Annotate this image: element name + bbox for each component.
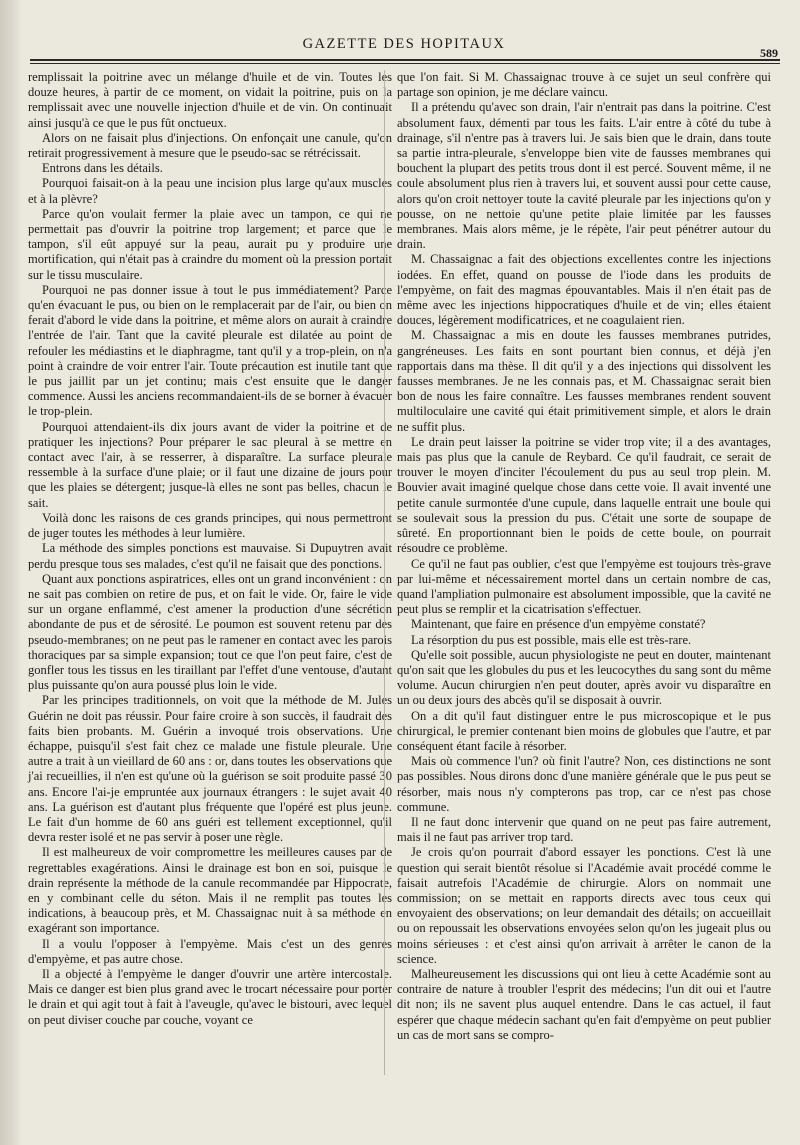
paragraph: Il ne faut donc intervenir que quand on ne peut pas faire autrement, mais il ne faut pas arriver trop tard. — [397, 814, 771, 845]
paragraph: que l'on fait. Si M. Chassaignac trouve à ce sujet un seul confrère qui partage son opinion, je me déclare vaincu. — [397, 70, 771, 100]
paragraph: Il a prétendu qu'avec son drain, l'air n'entrait pas dans la poitrine. C'est absolument faux, démenti par tous les faits. L'air entre à côté du tube à drainage, s'il n'entre pas à travers lui. Je sais bien que le drain, dans toute sa partie intra-pleurale, s'enveloppe bien vite de fausses membranes qui bouchent la plupart des petits trous dont il est percé. Souvent même, il ne coule absolument plus rien à travers lui, et souvent aussi pour cette cause, alors qu'on croit nettoyer toute la cavité pleurale par les injections qu'on y pousse, on ne nettoie qu'une petite plaie limitée par les fausses membranes. Mais alors même, je le répète, l'air peut pénétrer autour du drain. — [397, 100, 771, 252]
paragraph: On a dit qu'il faut distinguer entre le pus microscopique et le pus chirurgical, le premier contenant bien moins de globules que l'autre, et par conséquent étant facile à résorber. — [397, 708, 771, 753]
paragraph: Qu'elle soit possible, aucun physiologiste ne peut en douter, maintenant qu'on sait que les globules du pus et les leucocythes du sang sont du même volume. Aucun chirurgien n'en peut douter, après avoir vu disparaître en un ou deux jours des abcès qu'il se disposait à ouvrir. — [397, 647, 771, 708]
paragraph: Malheureusement les discussions qui ont lieu à cette Académie sont au contraire de nature à troubler l'esprit des médecins; l'un dit oui et l'autre dit non; ils ne savent plus auquel entendre. Dans le cas actuel, il faut espérer que chaque médecin sachant qu'en fait d'empyème on peut publier un cas de mort sans se compro- — [397, 966, 771, 1042]
paragraph: Maintenant, que faire en présence d'un empyème constaté? — [411, 617, 706, 632]
paragraph: Mais où commence l'un? où finit l'autre? Non, ces distinctions ne sont pas possibles. Nous dirons donc d'une manière générale que le pus peut se résorber, mais nous n'y compterons pas trop, car ce n'est pas chose commune. — [397, 754, 771, 814]
left-column — [28, 70, 392, 1028]
paragraph: La méthode des simples ponctions est mauvaise. Si Dupuytren avait perdu presque tous ses malades, c'est qu'il ne faisait que des ponctions. — [28, 541, 392, 571]
header-rule-thin — [30, 63, 780, 64]
paragraph: Il a voulu l'opposer à l'empyème. Mais c'est un des genres d'empyème, et pas autre chose. — [28, 936, 392, 966]
paragraph: Pourquoi ne pas donner issue à tout le pus immédiatement? Parce qu'en évacuant le pus, ou bien on le remplacerait par de l'air, ou bien on ferait d'abord le vide dans la poitrine, et même alors on aurait à craindre l'entrée de l'air. Tant que la cavité pleurale est dilatée au point de refouler les médiastins et le diaphragme, tant qu'il y a trop-plein, on n'a point à craindre de voir entrer l'air. Toute précaution est inutile tant que le pus jaillit par un jet continu; mais c'est ensuite que le danger commence. Aussi les anciens recommandaient-ils de se borner à évacuer le trop-plein. — [28, 282, 392, 419]
paragraph: Ce qu'il ne faut pas oublier, c'est que l'empyème est toujours très-grave par lui-même et nécessairement mortel dans un certain nombre de cas, quand l'ampliation pulmonaire est absolument impossible, que la cavité ne peut plus se remplir et la cicatrisation s'effectuer. — [397, 556, 771, 617]
paragraph: remplissait la poitrine avec un mélange d'huile et de vin. Toutes les douze heures, à partir de ce moment, on vidait la poitrine, puis on la remplissait avec une nouvelle injection d'huile et de vin. On continuait ainsi jusqu'à ce que le pus fût onctueux. — [28, 70, 392, 130]
paragraph: Quant aux ponctions aspiratrices, elles ont un grand inconvénient : on ne sait pas combien on retire de pus, et on fait le vide. Or, faire le vide sur un organe enflammé, c'est amener la production d'une sécrétion abondante de pus et de sérosité. Le poumon est souvent retenu par des pseudo-membranes; on ne peut pas le ramener en contact avec les parois thoraciques par sa simple expansion; tout ce que l'on peut faire, c'est de gonfler tous les tissus en les tiraillant par l'effet d'une ventouse, d'autant plus puissante qu'on aura poussé plus loin le vide. — [28, 571, 392, 693]
paragraph: Il a objecté à l'empyème le danger d'ouvrir une artère intercostale. Mais ce danger est bien plus grand avec le trocart nécessaire pour porter le drain et qui agit tout à fait à l'aveugle, qu'avec le bistouri, avec lequel on peut diviser couche par couche, voyant ce — [28, 966, 392, 1027]
paragraph: Alors on ne faisait plus d'injections. On enfonçait une canule, qu'on retirait progressivement à mesure que le pseudo-sac se rétrécissait. — [28, 130, 392, 161]
header-rule-thick — [30, 59, 780, 61]
paragraph: Parce qu'on voulait fermer la plaie avec un tampon, ce qui ne permettait pas d'ouvrir la poitrine trop largement; et parce que le tampon, s'il eût appuyé sur la peau, aurait pu y produire une mortification, qui n'était pas à craindre du moment où la pression portait sur le tissu musculaire. — [28, 206, 392, 282]
paragraph: Par les principes traditionnels, on voit que la méthode de M. Jules Guérin ne doit pas réussir. Pour faire croire à son succès, il faudrait des faits bien probants. M. Guérin a invoqué trois observations. Une échappe, puisqu'il s'est fait chez ce malade une fistule pleurale. Une autre a trait à un vieillard de 60 ans : or, dans toutes les observations que j'ai recueillies, il n'en est qu'une où la guérison se soit produite passé 30 ans. Encore l'ai-je empruntée aux journaux étrangers : le sujet avait 40 ans. La guérison est d'autant plus fréquente que l'opéré est plus jeune. Le fait d'un homme de 60 ans guéri est tellement exceptionnel, qu'il devra rester isolé et ne pas servir à poser une règle. — [28, 693, 392, 845]
running-title: GAZETTE DES HOPITAUX — [302, 36, 506, 52]
binding-gutter — [0, 0, 22, 1145]
paragraph: Pourquoi attendaient-ils dix jours avant de vider la poitrine et de pratiquer les injections? Pour préparer le sac pleural à se mettre en contact avec l'air, à se resserrer, à disparaître. La surface pleurale ressemble à la surface d'une plaie; or il faut une dizaine de jours pour que les plaies se détergent; jusque-là elles ne sont pas belles, chacun le sait. — [28, 419, 392, 510]
paragraph: M. Chassaignac a fait des objections excellentes contre les injections iodées. En effet, quand on pousse de l'iode dans les produits de l'empyème, on fait des magmas épouvantables. Mais il n'en était pas de même avec les injections hippocratiques d'huile et de vin; elles étaient douces, légèrement modificatrices, et ne coagulaient rien. — [397, 252, 771, 328]
paragraph: Entrons dans les détails. — [42, 161, 163, 176]
paragraph: Je crois qu'on pourrait d'abord essayer les ponctions. C'est là une question qui serait bientôt résolue si l'Académie avait procédé comme le faisait autrefois l'Académie de chirurgie. Alors on nommait une commission; on se mettait en rapports directs avec tous ceux qui envoyaient des observations; on leur demandait des détails; on accueillait ou on repoussait les observations envoyées selon qu'on les jugeait plus ou moins sérieuses : et c'est ainsi qu'on arrivait à arrêter le canon de la science. — [397, 845, 771, 966]
page-number: 589 — [760, 46, 778, 60]
page-header — [30, 36, 778, 66]
paragraph: Le drain peut laisser la poitrine se vider trop vite; il a des avantages, mais pas plus que la canule de Reybard. Ce qu'il faudrait, ce serait de trouver le moyen d'inciter l'écoulement du pus au seul trop plein. M. Bouvier avait imaginé quelque chose dans cette voie. Il avait inventé une petite canule surmontée d'une cupule, dans laquelle entrait une boule qui se soulevait sous la pression du pus. C'était une sorte de soupape de sûreté. En proportionnant bien le poids de cette boule, on pourrait résoudre ce problème. — [397, 434, 771, 556]
paragraph: M. Chassaignac a mis en doute les fausses membranes putrides, gangréneuses. Les faits en sont pourtant bien connus, et déjà j'en rapportais dans ma thèse. Il dit qu'il y a des injections qui dissolvent les fausses membranes. Je ne les connais pas, et M. Chassaignac serait bien bon de nous les faire connaître. Les fausses membranes rendent souvent multiloculaire une cavité qui était primitivement simple, et alors le drain ne suffit plus. — [397, 328, 771, 434]
paragraph: Pourquoi faisait-on à la peau une incision plus large qu'aux muscles et à la plèvre? — [28, 176, 392, 206]
paragraph: La résorption du pus est possible, mais elle est très-rare. — [411, 632, 692, 647]
paragraph: Il est malheureux de voir compromettre les meilleures causes par de regrettables exagérations. Ainsi le drainage est bon en soi, puisque le drain représente la méthode de la canule recommandée par Hippocrate, en y combinant celle du séton. Mais il ne remplit pas toutes les indications, à beaucoup près, et M. Chassaignac nuit à sa méthode en exagérant son importance. — [28, 845, 392, 936]
column-divider — [384, 70, 385, 1075]
paragraph: Voilà donc les raisons de ces grands principes, qui nous permettront de juger toutes les méthodes à leur lumière. — [28, 510, 392, 541]
right-column — [397, 70, 771, 1043]
